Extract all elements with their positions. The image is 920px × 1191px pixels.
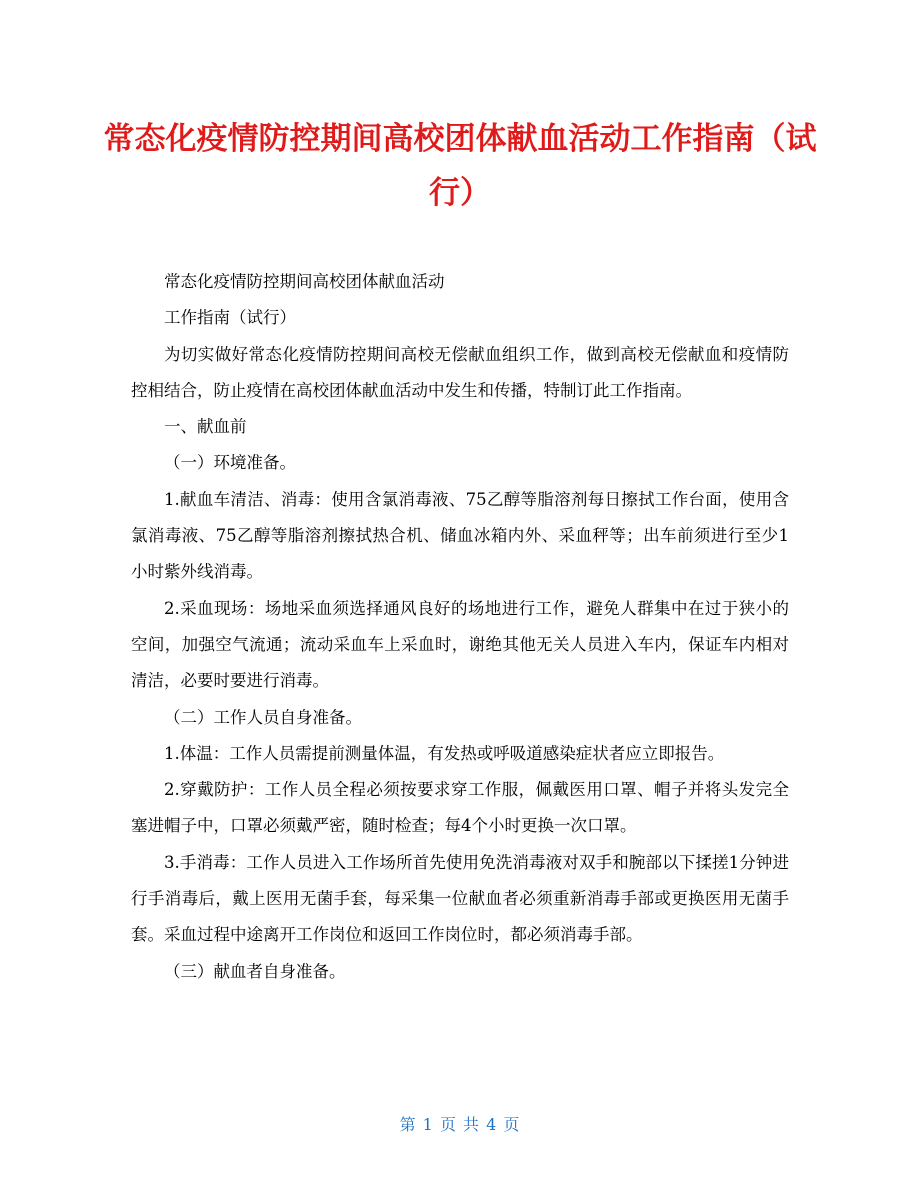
- paragraph: 3.手消毒：工作人员进入工作场所首先使用免洗消毒液对双手和腕部以下揉搓1分钟进行手消毒后，戴上医用无菌手套，每采集一位献血者必须重新消毒手部或更换医用无菌手套。采血过程中途离开工作岗位和返回工作岗位时，都必须消毒手部。: [131, 852, 789, 945]
- subsection-heading: （一）环境准备。: [164, 453, 296, 473]
- page-number-footer: 第 1 页 共 4 页: [399, 1115, 521, 1134]
- subsection-heading: （三）献血者自身准备。: [164, 961, 346, 981]
- subsection-heading: （二）工作人员自身准备。: [164, 707, 362, 727]
- paragraph: 2.采血现场：场地采血须选择通风良好的场地进行工作，避免人群集中在过于狭小的空间，加强空气流通；流动采血车上采血时，谢绝其他无关人员进入车内，保证车内相对清洁，必要时要进行消毒。: [131, 598, 789, 691]
- paragraph: 常态化疫情防控期间高校团体献血活动: [164, 272, 445, 291]
- paragraph: 工作指南（试行）: [164, 308, 296, 328]
- paragraph: 为切实做好常态化疫情防控期间高校无偿献血组织工作，做到高校无偿献血和疫情防控相结合，防止疫情在高校团体献血活动中发生和传播，特制订此工作指南。: [131, 344, 789, 400]
- paragraph: 2.穿戴防护：工作人员全程必须按要求穿工作服，佩戴医用口罩、帽子并将头发完全塞进帽子中，口罩必须戴严密，随时检查；每4个小时更换一次口罩。: [131, 780, 789, 836]
- document-title: 常态化疫情防控期间高校团体献血活动工作指南（试行）: [103, 121, 817, 211]
- document-body: [131, 264, 789, 990]
- section-heading: 一、献血前: [164, 417, 247, 437]
- paragraph: 1.献血车清洁、消毒：使用含氯消毒液、75乙醇等脂溶剂每日擦拭工作台面，使用含氯消毒液、75乙醇等脂溶剂擦拭热合机、储血冰箱内外、采血秤等；出车前须进行至少1小时紫外线消毒。: [131, 489, 789, 582]
- paragraph: 1.体温：工作人员需提前测量体温，有发热或呼吸道感染症状者应立即报告。: [164, 743, 725, 763]
